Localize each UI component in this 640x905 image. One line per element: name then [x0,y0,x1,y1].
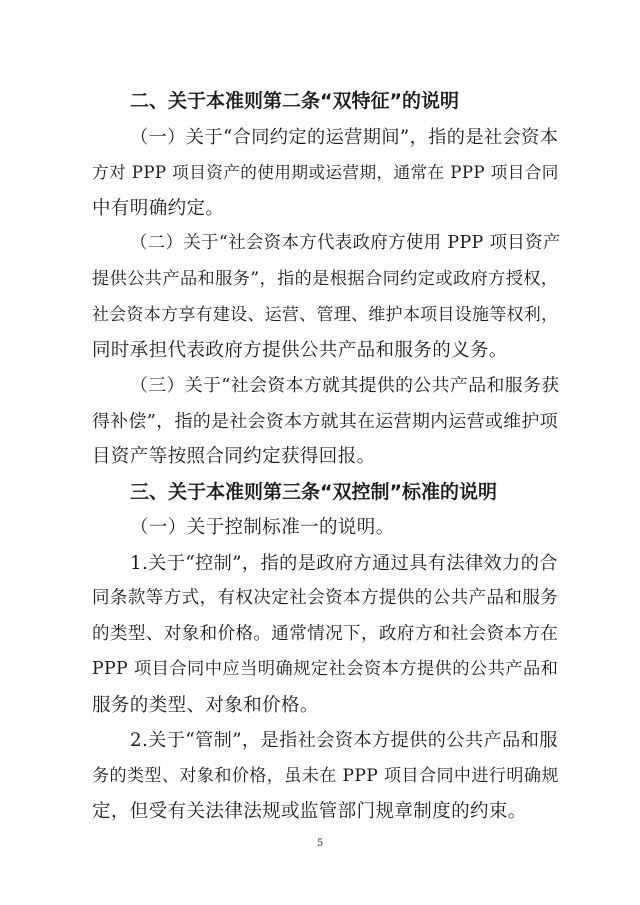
paragraph-compensation [92,368,558,475]
paragraph-control [92,546,558,724]
paragraph-line: 同条款等方式，有权决定社会资本方提供的公共产品和服务 [92,588,559,608]
paragraph-public-service [92,226,561,368]
paragraph-control-standard-one [92,510,558,546]
paragraph-line: 务的类型、对象和价格，虽未在 PPP 项目合同中进行明确规 [92,765,559,786]
paragraph-line: 提供公共产品和服务”，指的是根据合同约定或政府方授权， [92,268,559,289]
paragraph-line: 中有明确约定。 [92,197,225,219]
paragraph-line: 定，但受有关法律法规或监管部门规章制度的约束。 [92,801,527,822]
paragraph-line: 服务的类型、对象和价格。 [92,694,319,716]
paragraph-line: （二）关于“社会资本方代表政府方使用 PPP 项目资产 [130,233,561,253]
section-heading-article-3 [92,475,558,511]
paragraph-operating-period [92,120,558,227]
paragraph-line: 目资产等按照合同约定获得回报。 [92,446,376,467]
paragraph-line: 的类型、对象和价格。通常情况下，政府方和社会资本方在 [92,623,559,644]
paragraph-line: 得补偿”，指的是社会资本方就其在运营期内运营或维护项 [92,410,559,432]
paragraph-line: （三）关于“社会资本方就其提供的公共产品和服务获 [130,375,560,396]
paragraph-line: （一）关于“合同约定的运营期间”，指的是社会资本 [130,126,559,148]
paragraph-line: 社会资本方享有建设、运营、管理、维护本项目设施等权利， [92,304,559,324]
paragraph-line: PPP 项目合同中应当明确规定社会资本方提供的公共产品和 [92,659,559,679]
paragraph-line: 2.关于“管制”，是指社会资本方提供的公共产品和服 [130,730,558,751]
heading-text: 二、关于本准则第二条“双特征”的说明 [130,90,459,112]
paragraph-line: 同时承担代表政府方提供公共产品和服务的义务。 [92,339,508,361]
paragraph-line: 方对 PPP 项目资产的使用期或运营期，通常在 PPP 项目合同 [92,163,559,182]
paragraph-line: 1.关于“控制”，指的是政府方通过具有法律效力的合 [130,552,558,574]
document-body [92,84,561,830]
section-heading-article-2 [92,84,558,120]
paragraph-line: （一）关于控制标准一的说明。 [130,517,395,538]
paragraph-regulation [92,723,558,830]
page-number: 5 [316,838,324,849]
heading-text: 三、关于本准则第三条“双控制”标准的说明 [130,480,497,503]
